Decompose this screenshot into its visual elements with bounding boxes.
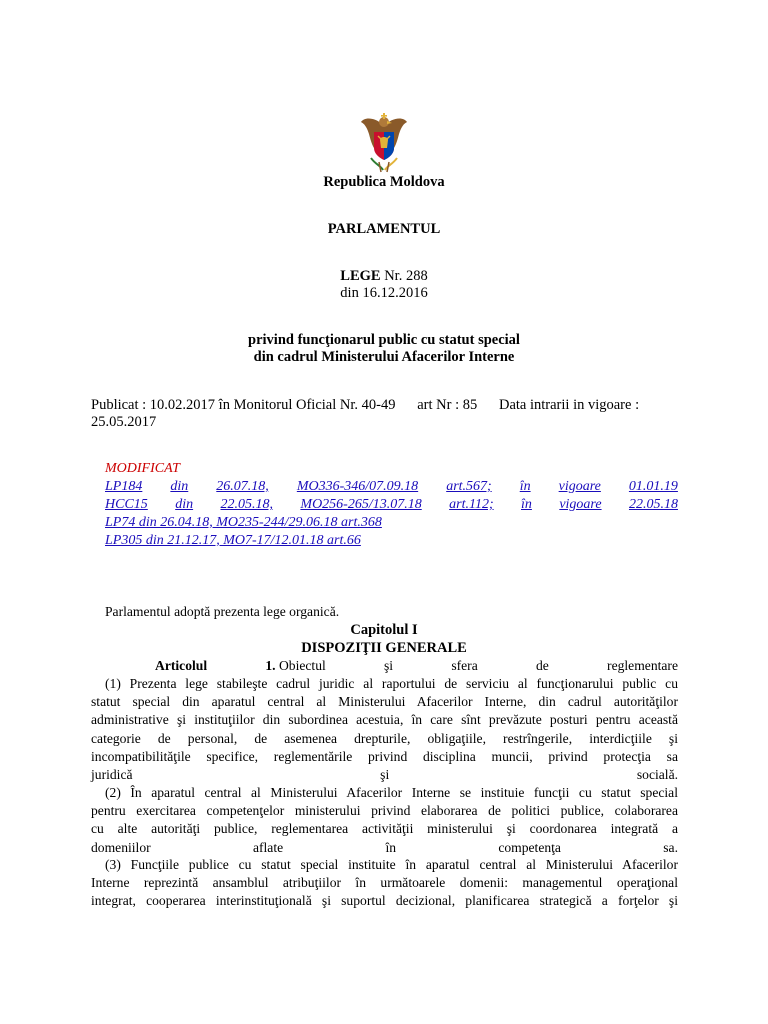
law-heading (0, 268, 768, 285)
article-word: Articolul (155, 658, 208, 673)
paragraph-word: aflate (252, 839, 284, 855)
mod-link-word: MO336-346/07.09.18 (296, 479, 419, 494)
law-title-line-2: din cadrul Ministerului Afacerilor Interne (253, 349, 515, 365)
modification-link-lp184[interactable] (105, 479, 678, 495)
mod-link-text: LP74 din 26.04.18, MO235-244/29.06.18 art.368 (105, 515, 382, 530)
effective-date: 25.05.2017 (91, 414, 157, 430)
law-title-line-1: privind funcţionarul public cu statut special (248, 332, 520, 348)
paragraph-line: pentru exercitarea competenţelor ministerului privind elaborarea de politici publice, colaborarea (91, 803, 678, 819)
paragraph-word: juridică (91, 767, 133, 783)
paragraph-line: (2) În aparatul central al Ministerului Afacerilor Interne se instituie funcţii cu statut special (105, 785, 678, 800)
modifications-block (105, 461, 678, 477)
mod-link-text: LP305 din 21.12.17, MO7-17/12.01.18 art.66 (105, 533, 361, 548)
chapter-number: Capitolul I (350, 622, 418, 638)
country-name: Republica Moldova (323, 174, 445, 190)
law-number: Nr. 288 (384, 268, 428, 284)
mod-link-word: în (521, 497, 532, 512)
paragraph-line: (3) Funcţiile publice cu statut special instituite în aparatul central al Ministerului Afacerilor (105, 857, 678, 872)
paragraph-word: domeniilor (91, 839, 151, 855)
law-word: LEGE (340, 268, 381, 284)
paragraph-line: integrat, cooperarea interinstituţională şi suportul decizional, planificarea strategică a forţelor şi (91, 893, 678, 909)
mod-link-word: LP184 (105, 479, 143, 494)
paragraph-line: statut special din aparatul central al Ministerului Afacerilor Interne, din cadrul autorităţilor (91, 694, 678, 710)
mod-link-word: 22.05.18, (220, 497, 273, 512)
paragraph-line: (1) Prezenta lege stabileşte cadrul juridic al raportului de serviciu al funcţionarului public cu (105, 676, 678, 691)
publication-info (91, 397, 681, 414)
paragraph-1 (91, 675, 678, 784)
law-date: din 16.12.2016 (340, 285, 428, 301)
mod-link-word: MO256-265/13.07.18 (300, 497, 422, 512)
paragraph-word: şi (380, 767, 390, 783)
article-word: şi (384, 658, 394, 673)
publication-art: art Nr : 85 (417, 397, 478, 413)
paragraph-word: competenţa (498, 839, 561, 855)
paragraph-3 (91, 856, 678, 911)
article-1-heading (91, 657, 678, 675)
mod-link-word: art.567; (446, 479, 492, 494)
article-number: 1. (265, 658, 276, 673)
moldova-coat-of-arms (359, 112, 409, 174)
mod-link-word: vigoare (559, 497, 602, 512)
mod-link-word: 01.01.19 (628, 479, 678, 494)
adoption-statement: Parlamentul adoptă prezenta lege organică. (105, 604, 340, 619)
article-word: reglementare (607, 658, 678, 673)
paragraph-word: socială. (636, 767, 678, 783)
mod-link-word: vigoare (558, 479, 601, 494)
article-word: de (535, 658, 549, 673)
article-word: Obiectul (278, 658, 326, 673)
publication-source: Publicat : 10.02.2017 în Monitorul Oficial Nr. 40-49 (91, 397, 396, 413)
chapter-title: DISPOZIŢII GENERALE (301, 640, 467, 656)
mod-link-word: din (175, 497, 194, 512)
paragraph-line: cu alte autorităţi publice, reglementarea activităţii ministerului şi coordonarea integrată a (91, 821, 678, 837)
mod-link-word: în (519, 479, 531, 494)
modification-link-hcc15[interactable] (105, 497, 678, 513)
article-word: sfera (451, 658, 478, 673)
paragraph-word: sa. (663, 839, 678, 855)
effective-label: Data intrarii in vigoare : (498, 397, 640, 413)
paragraph-line: administrative şi instituţiilor din subordinea acestuia, în care sînt prevăzute posturi pentru această (91, 712, 678, 728)
mod-link-word: din (170, 479, 189, 494)
paragraph-line: categorie de personal, de asemenea drepturile, obligaţiile, restrîngerile, interdicţiile şi (91, 730, 678, 746)
modification-link-lp305[interactable] (105, 533, 678, 549)
paragraph-2 (91, 784, 678, 857)
modification-link-lp74[interactable] (105, 515, 678, 531)
mod-link-word: 26.07.18, (216, 479, 269, 494)
mod-link-word: art.112; (449, 497, 494, 512)
mod-link-word: HCC15 (105, 497, 148, 512)
paragraph-line: incompatibilităţile specifice, reglementările privind disciplina muncii, privind protecţia sa (91, 748, 678, 764)
modifications-title: MODIFICAT (105, 461, 180, 476)
institution-name: PARLAMENTUL (327, 221, 441, 237)
mod-link-word: 22.05.18 (628, 497, 678, 512)
paragraph-word: în (385, 839, 397, 855)
paragraph-line: Interne reprezintă ansamblul atribuţiilor în următoarele domenii: managementul operaţional (91, 875, 678, 891)
